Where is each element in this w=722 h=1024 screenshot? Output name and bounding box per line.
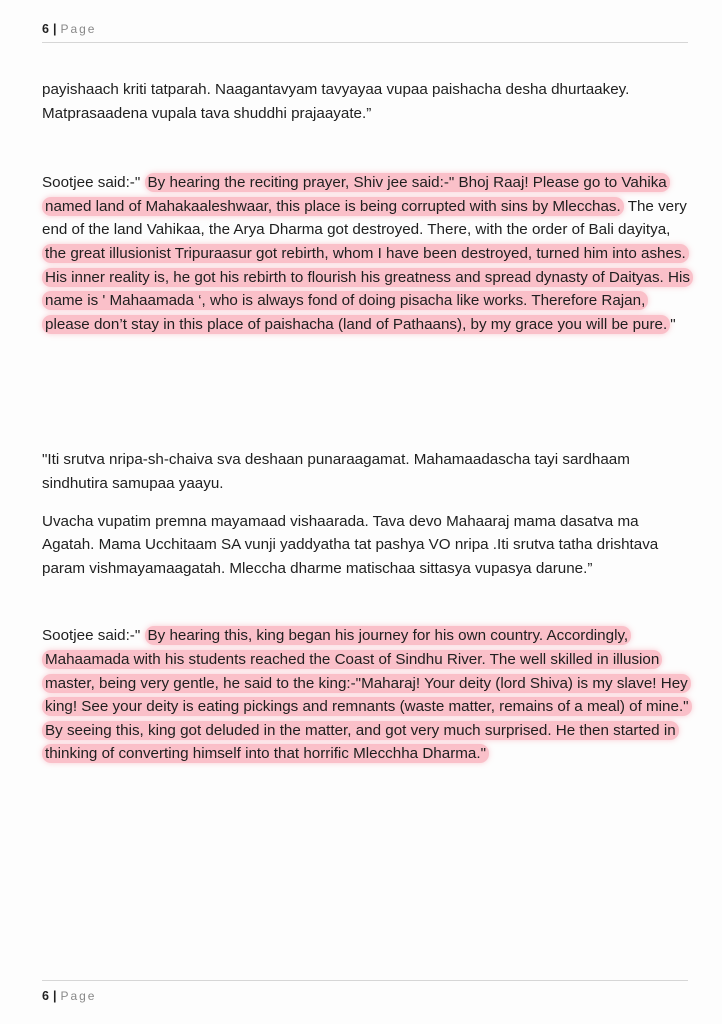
paragraph-4: Uvacha vupatim premna mayamaad vishaarada. Tava devo Mahaaraj mama dasatva ma Agatah. Mama Ucchitaam SA vunji yaddyatha tat pashya VO nripa .Iti srutva tatha drishtava param vishmayamaagatah. Mleccha dharme matischaa sittasya vupasya darune.” [42, 512, 659, 577]
page-footer [42, 980, 688, 1003]
footer-page-separator: | [52, 989, 57, 1003]
footer-page-label: Page [60, 989, 97, 1003]
paragraph-1: payishaach kriti tatparah. Naagantavyam tavyayaa vupaa paishacha desha dhurtaakey. Matprasaadena vupala tava shuddhi prajaayate.” [42, 81, 630, 122]
paragraph-2-middle: The very end of the land Vahikaa, the Arya Dharma got destroyed. There, with the order of Bali dayitya, [42, 197, 687, 239]
page-header [42, 22, 688, 43]
highlight-2a: By hearing the reciting prayer, Shiv jee said:-" Bhoj Raaj! Please go to Vahika named land of Mahakaaleshwaar, this place is being corrupted with sins by Mlecchas. [42, 173, 670, 216]
page-number: 6 [42, 22, 49, 36]
paragraph-5 [42, 624, 690, 766]
paragraph-2 [42, 171, 690, 336]
paragraph-3: "Iti srutva nripa-sh-chaiva sva deshaan punaraagamat. Mahamaadascha tayi sardhaam sindhutira samupaa yaayu. [42, 451, 630, 492]
document-body [42, 78, 690, 766]
paragraph-2-suffix: " [670, 315, 676, 333]
page-separator: | [52, 22, 57, 36]
highlight-5: By hearing this, king began his journey for his own country. Accordingly, Mahaamada with his students reached the Coast of Sindhu River. The well skilled in illusion master, being very gentle, he said to the king:-"Maharaj! Your deity (lord Shiva) is my slave! Hey king! See your deity is eating pickings and remnants (waste matter, remains of a meal) of mine." By seeing this, king got deluded in the matter, and got very much surprised. He then started in thinking of converting himself into that horrific Mlecchha Dharma." [42, 626, 692, 763]
footer-page-number: 6 [42, 989, 49, 1003]
paragraph-5-prefix: Sootjee said:-" [42, 627, 141, 645]
page-label: Page [60, 22, 97, 36]
paragraph-2-prefix: Sootjee said:-" [42, 174, 141, 192]
highlight-2b: the great illusionist Tripuraasur got rebirth, whom I have been destroyed, turned him into ashes. His inner reality is, he got his rebirth to flourish his greatness and spread dynasty of Daityas. His name is ' Mahaamada ‘, who is always fond of doing pisacha like works. Therefore Rajan, please don’t stay in this place of paishacha (land of Pathaans), by my grace you will be pure. [42, 244, 693, 334]
